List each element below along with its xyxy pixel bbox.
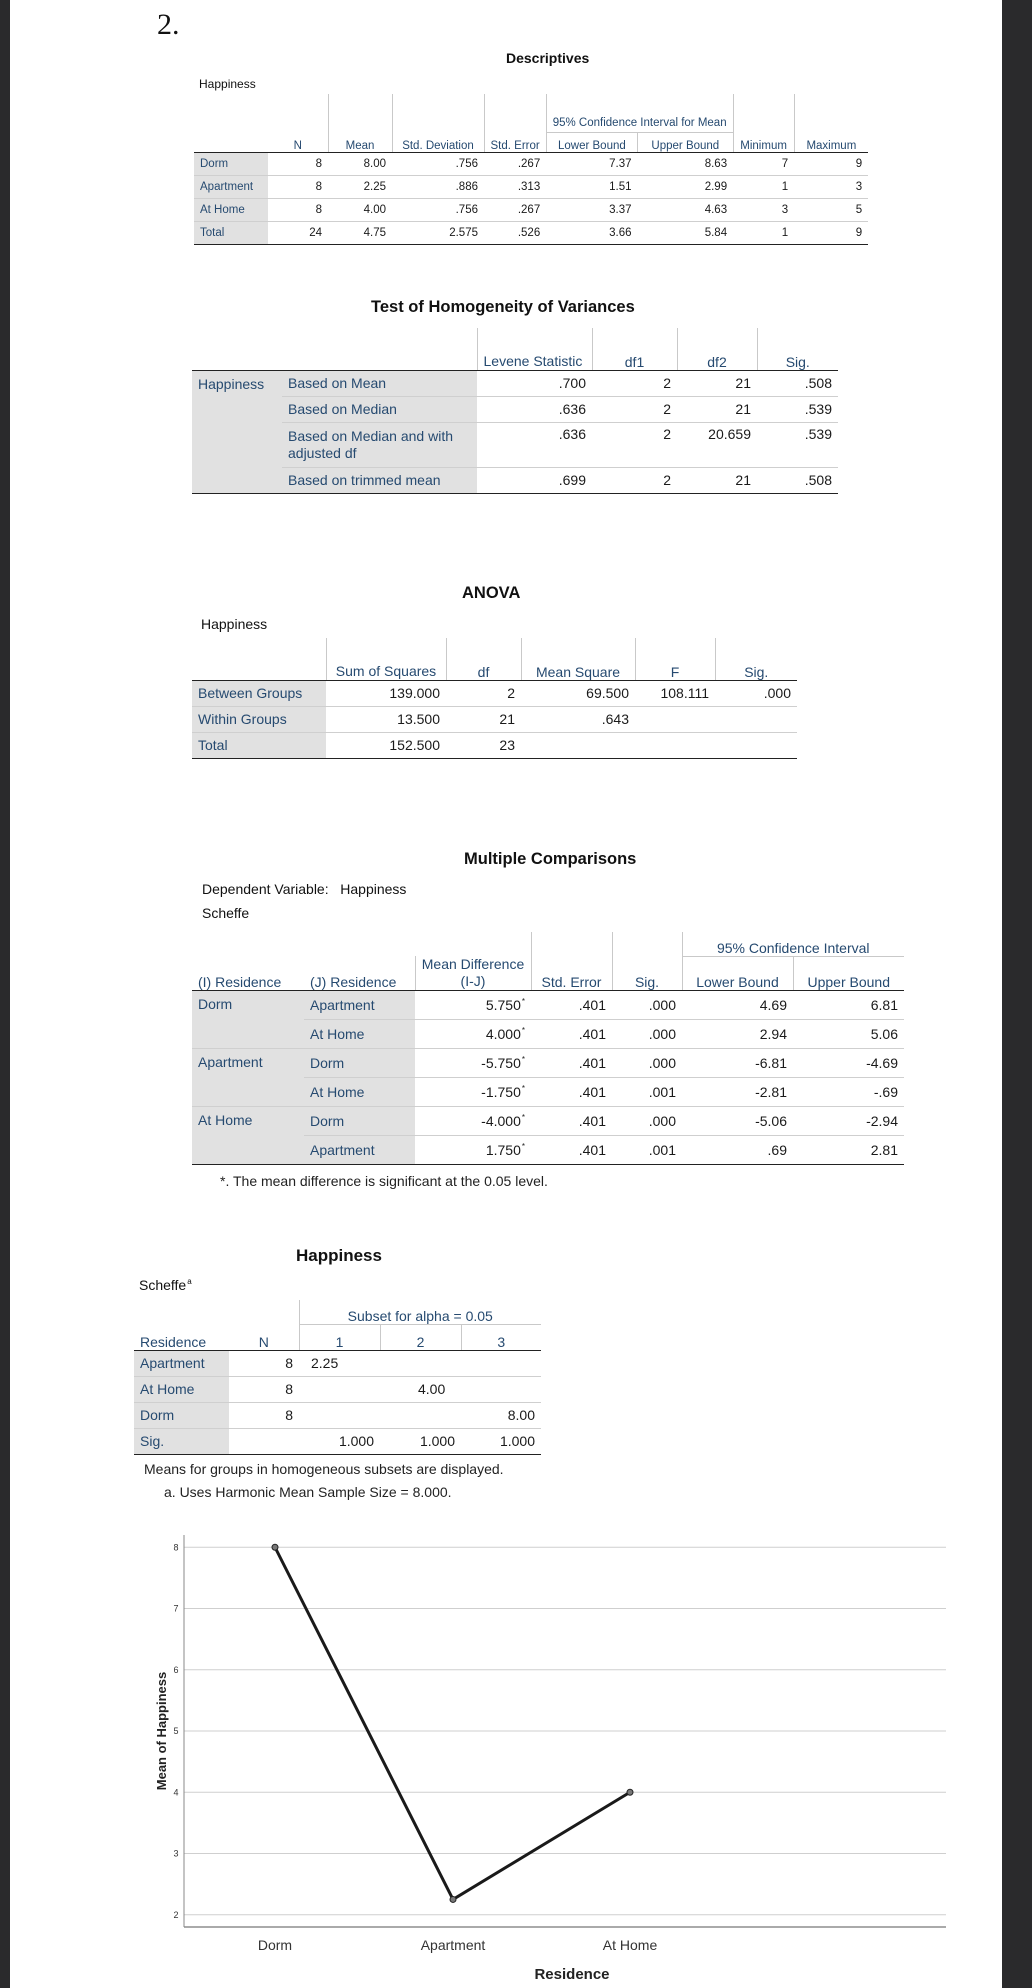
cell (461, 1350, 541, 1376)
cell (299, 1402, 380, 1428)
dep-value: Happiness (340, 881, 407, 897)
significance-star: * (521, 1142, 525, 1152)
cell: 2 (592, 396, 677, 422)
subset-col-header: 3 (461, 1324, 541, 1350)
row-label: Based on Median (282, 396, 477, 422)
cell: .636 (477, 396, 592, 422)
cell: .756 (455, 157, 478, 170)
cell: 2.25 (328, 175, 392, 198)
cell: 1.750 (485, 1142, 521, 1158)
cell: 24 (268, 221, 328, 244)
dependent-variable-caption (202, 881, 406, 897)
row-label: Apartment (194, 175, 268, 198)
cell: .000 (612, 1107, 682, 1136)
cell: 9 (855, 157, 863, 170)
y-tick-label: 4 (173, 1787, 179, 1798)
cell: 2 (663, 375, 671, 391)
table-row (134, 1376, 541, 1402)
desc-header: N (268, 132, 328, 152)
anova-header: Sig. (715, 638, 797, 680)
subset-col-header: Residence (134, 1324, 229, 1350)
homog-header: Sig. (757, 328, 838, 370)
cell (635, 732, 715, 758)
cell: 9 (794, 221, 868, 244)
x-axis-label: Residence (534, 1966, 610, 1983)
anova-table (192, 638, 797, 759)
cell: 2.94 (682, 1020, 793, 1049)
mc-header: Mean Difference (I-J) (415, 956, 531, 991)
descriptives-table (194, 94, 868, 245)
desc-header: Std. Deviation (392, 132, 484, 152)
cell: 5.750 (485, 997, 521, 1013)
y-tick-label: 7 (173, 1603, 179, 1614)
cell: -4.69 (793, 1049, 904, 1078)
x-tick-label: Apartment (420, 1937, 486, 1953)
anova-header: F (635, 638, 715, 680)
significance-star: * (521, 1084, 525, 1094)
cell: .267 (484, 198, 546, 221)
footnote-marker: a (187, 1277, 192, 1287)
cell: 8 (229, 1402, 299, 1428)
series-line (275, 1547, 630, 1899)
desc-header: Lower Bound (546, 132, 637, 152)
cell: 3.37 (546, 198, 637, 221)
mc-header: (J) Residence (304, 956, 415, 991)
table-row (192, 370, 838, 396)
cell: .539 (757, 422, 838, 467)
row-label: Dorm (134, 1402, 229, 1428)
table-row (194, 221, 868, 244)
method-caption: Scheffe (202, 905, 250, 921)
cell: 7 (781, 157, 789, 170)
cell: 3 (794, 175, 868, 198)
descriptives-title: Descriptives (506, 50, 590, 66)
cell (635, 706, 715, 732)
row-label: Total (192, 732, 326, 758)
cell: 20.659 (677, 422, 757, 467)
y-axis-label: Mean of Happiness (154, 1671, 169, 1791)
cell: .401 (531, 1136, 612, 1165)
cell: 8 (315, 157, 322, 170)
data-points (272, 1544, 633, 1902)
row-label: At Home (304, 1020, 415, 1049)
row-label: At Home (134, 1376, 229, 1402)
cell: -5.06 (682, 1107, 793, 1136)
row-label: Dorm (194, 152, 268, 175)
homogeneity-title: Test of Homogeneity of Variances (371, 298, 635, 316)
cell (299, 1376, 380, 1402)
table-row (192, 1049, 904, 1078)
cell: 8 (268, 175, 328, 198)
table-row (134, 1428, 541, 1454)
cell: .000 (648, 997, 676, 1013)
anova-header: df (446, 638, 521, 680)
cell: .539 (757, 396, 838, 422)
cell: 5 (794, 198, 868, 221)
multiple-comparisons-table (192, 932, 904, 1165)
cell: .886 (392, 175, 484, 198)
cell: 152.500 (326, 732, 446, 758)
cell: 139.000 (389, 685, 440, 701)
cell: 4.63 (638, 198, 734, 221)
table-row (192, 422, 838, 467)
significance-star: * (521, 1113, 525, 1123)
cell: 4.00 (380, 1376, 461, 1402)
cell: .001 (612, 1136, 682, 1165)
data-point (627, 1789, 633, 1795)
cell: .000 (612, 1049, 682, 1078)
table-row (192, 732, 797, 758)
homogeneity-table (192, 328, 838, 494)
table-row (192, 680, 797, 706)
cell: .401 (531, 1020, 612, 1049)
cell: 6.81 (870, 997, 898, 1013)
means-plot (138, 1518, 968, 1988)
row-label: At Home (192, 1107, 304, 1165)
cell (521, 732, 635, 758)
cell (461, 1376, 541, 1402)
gridlines (184, 1547, 946, 1915)
mc-header: Lower Bound (682, 956, 793, 991)
y-tick-label: 3 (173, 1848, 179, 1859)
desc-header: Minimum (733, 132, 794, 152)
x-axis-categories (258, 1937, 658, 1953)
cell: 7.37 (609, 157, 632, 170)
y-tick-label: 2 (173, 1909, 179, 1920)
row-label: Between Groups (192, 680, 326, 706)
row-label: At Home (194, 198, 268, 221)
row-label: At Home (304, 1078, 415, 1107)
desc-header: Upper Bound (638, 132, 734, 152)
cell: 2.25 (311, 1355, 339, 1371)
y-tick-label: 5 (173, 1726, 179, 1736)
cell: 13.500 (326, 706, 446, 732)
cell: -.69 (793, 1078, 904, 1107)
cell: 23 (446, 732, 521, 758)
anova-variable: Happiness (201, 616, 268, 632)
x-tick-label: Dorm (257, 1937, 293, 1953)
row-label: Happiness (192, 370, 282, 493)
cell: 8 (229, 1376, 299, 1402)
cell: .526 (484, 221, 546, 244)
cell: 4.75 (328, 221, 392, 244)
row-label: Based on Median and with adjusted df (282, 422, 477, 467)
cell: 2 (507, 685, 515, 701)
cell: -4.000 (481, 1113, 521, 1129)
subsets-title: Happiness (296, 1246, 382, 1265)
cell: 5.84 (638, 221, 734, 244)
y-tick-label: 8 (173, 1542, 179, 1553)
cell: 1.000 (299, 1428, 380, 1454)
table-row (194, 152, 868, 175)
cell: .001 (612, 1078, 682, 1107)
mc-header: Sig. (612, 956, 682, 991)
table-row (192, 706, 797, 732)
subsets-footnote-1: Means for groups in homogeneous subsets are displayed. (144, 1461, 504, 1477)
cell: -2.94 (793, 1107, 904, 1136)
subsets-footnote-2: a. Uses Harmonic Mean Sample Size = 8.000. (164, 1484, 452, 1500)
significance-star: * (521, 1055, 525, 1065)
table-row (194, 175, 868, 198)
cell: .700 (558, 375, 586, 391)
cell: 2.575 (392, 221, 484, 244)
row-label: Dorm (304, 1049, 415, 1078)
cell: .401 (531, 1049, 612, 1078)
cell: .000 (763, 685, 791, 701)
subsets-method (139, 1277, 192, 1293)
table-row (134, 1350, 541, 1376)
row-label: Based on Mean (282, 370, 477, 396)
cell: 8 (285, 1355, 293, 1371)
descriptives-variable: Happiness (199, 77, 256, 91)
cell (229, 1428, 299, 1454)
cell: .401 (531, 1078, 612, 1107)
cell: 1.000 (380, 1428, 461, 1454)
table-row (192, 467, 838, 493)
row-label: Apartment (304, 1136, 415, 1165)
cell: 21 (677, 396, 757, 422)
cell (715, 732, 797, 758)
cell: 4.000 (485, 1026, 521, 1042)
subset-col-header: 2 (380, 1324, 461, 1350)
anova-header: Sum of Squares (326, 638, 446, 680)
cell: 108.111 (660, 685, 709, 701)
cell: 2 (592, 422, 677, 467)
y-axis-ticks (173, 1542, 178, 1920)
cell: 8 (268, 198, 328, 221)
cell: 21 (677, 467, 757, 493)
subset-col-header: 1 (299, 1324, 380, 1350)
homog-header: df2 (677, 328, 757, 370)
data-point (272, 1544, 278, 1550)
table-row (194, 198, 868, 221)
cell: 1 (733, 175, 794, 198)
cell: 2 (592, 467, 677, 493)
row-label: Total (194, 221, 268, 244)
cell: 69.500 (586, 685, 629, 701)
question-number: 2. (157, 8, 180, 41)
cell: -1.750 (481, 1084, 521, 1100)
desc-header: Std. Error (484, 132, 546, 152)
cell: .000 (612, 1020, 682, 1049)
significance-star: * (521, 997, 525, 1007)
cell: .401 (531, 1107, 612, 1136)
table-row (192, 1107, 904, 1136)
table-row (192, 396, 838, 422)
cell: -2.81 (682, 1078, 793, 1107)
data-point (450, 1896, 456, 1902)
cell: 21 (735, 375, 751, 391)
cell: .508 (757, 467, 838, 493)
cell: 3 (733, 198, 794, 221)
cell: 8.00 (363, 157, 386, 170)
cell: 1.000 (461, 1428, 541, 1454)
cell: .636 (477, 422, 592, 467)
cell: 4.00 (328, 198, 392, 221)
method-label: Scheffe (139, 1277, 187, 1293)
cell: 2.81 (793, 1136, 904, 1165)
cell: 5.06 (793, 1020, 904, 1049)
multiple-ci-header: 95% Confidence Interval (682, 932, 904, 956)
table-row (134, 1402, 541, 1428)
descriptives-ci-header: 95% Confidence Interval for Mean (546, 94, 733, 132)
mc-header: (I) Residence (192, 956, 304, 991)
cell: .643 (521, 706, 635, 732)
cell: .756 (392, 198, 484, 221)
row-label: Sig. (134, 1428, 229, 1454)
cell: .69 (682, 1136, 793, 1165)
desc-header: Mean (328, 132, 392, 152)
anova-header: Mean Square (521, 638, 635, 680)
anova-title: ANOVA (462, 584, 521, 602)
y-tick-label: 6 (173, 1664, 179, 1675)
homogeneous-subsets-table (134, 1300, 541, 1455)
row-label: Apartment (134, 1350, 229, 1376)
homog-header: Levene Statistic (477, 328, 592, 370)
cell (715, 706, 797, 732)
row-label: Within Groups (192, 706, 326, 732)
cell: .401 (578, 997, 606, 1013)
homog-header: df1 (592, 328, 677, 370)
row-label: Dorm (304, 1107, 415, 1136)
subset-col-header: N (229, 1324, 299, 1350)
cell: .313 (484, 175, 546, 198)
cell: 4.69 (759, 997, 787, 1013)
cell: 8.63 (704, 157, 728, 170)
row-label: Apartment (192, 1049, 304, 1107)
cell (380, 1350, 461, 1376)
cell: -6.81 (682, 1049, 793, 1078)
cell: 2.99 (638, 175, 734, 198)
cell: .699 (477, 467, 592, 493)
cell: 21 (446, 706, 521, 732)
cell: .508 (804, 375, 832, 391)
table-row (192, 991, 904, 1020)
cell: 1 (733, 221, 794, 244)
row-label: Based on trimmed mean (282, 467, 477, 493)
multiple-title: Multiple Comparisons (464, 850, 637, 868)
dep-label: Dependent Variable: (202, 881, 329, 897)
subset-header: Subset for alpha = 0.05 (299, 1300, 541, 1324)
x-tick-label: At Home (602, 1937, 658, 1953)
multiple-footnote: *. The mean difference is significant at the 0.05 level. (220, 1173, 548, 1189)
cell: .267 (517, 157, 541, 170)
cell: 1.51 (546, 175, 637, 198)
mc-header: Std. Error (531, 956, 612, 991)
mc-header: Upper Bound (793, 956, 904, 991)
cell: 3.66 (546, 221, 637, 244)
document-page (10, 0, 1002, 1988)
row-label: Apartment (304, 991, 415, 1020)
significance-star: * (521, 1026, 525, 1036)
cell: -5.750 (481, 1055, 521, 1071)
desc-header: Maximum (794, 132, 868, 152)
cell (380, 1402, 461, 1428)
row-label: Dorm (192, 991, 304, 1049)
cell: 8.00 (461, 1402, 541, 1428)
